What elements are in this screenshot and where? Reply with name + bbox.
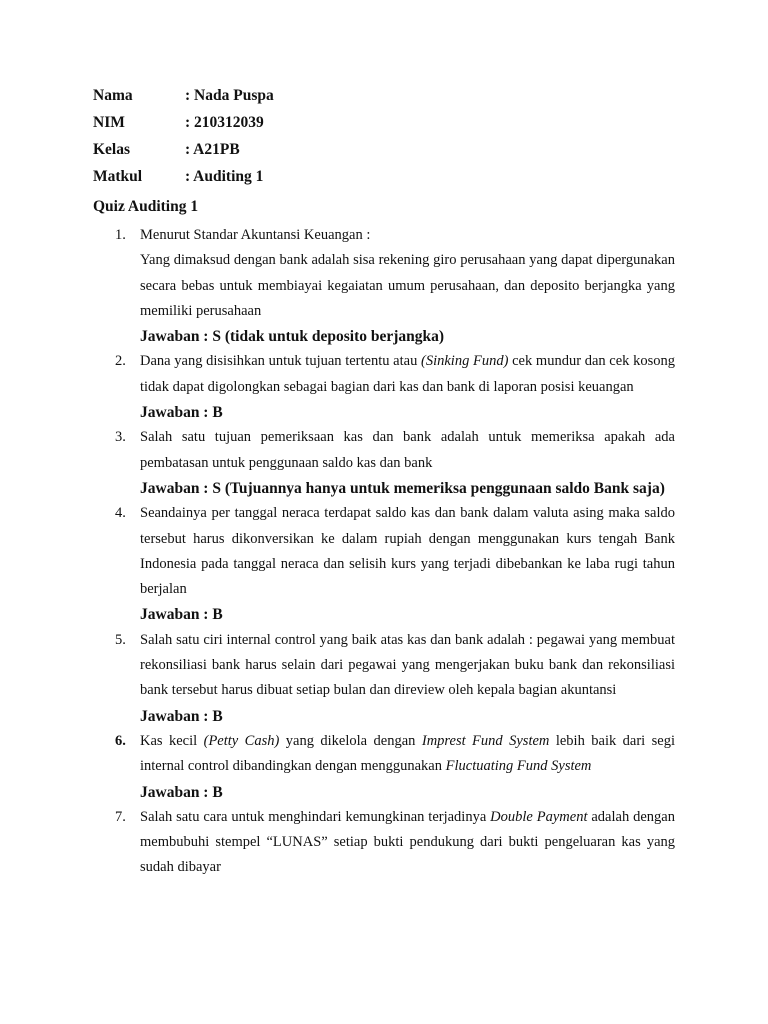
question-item — [115, 501, 675, 627]
answer-text: Jawaban : S (tidak untuk deposito berjangka) — [140, 328, 445, 346]
question-number: 1. — [115, 227, 126, 243]
answer-text: Jawaban : B — [140, 404, 223, 422]
question-text-segment: adalah dengan membubuhi stempel “LUNAS” setiap bukti pendukung dari bukti pengeluaran kas yang sudah dibayar — [140, 808, 675, 876]
question-number: 4. — [115, 505, 126, 522]
nim-label: NIM — [93, 114, 125, 131]
question-text — [140, 729, 675, 780]
nama-value: : Nada Puspa — [185, 87, 274, 104]
answer-text: Jawaban : B — [140, 606, 223, 624]
question-number: 5. — [115, 631, 126, 648]
question-text-segment: Kas kecil — [140, 732, 204, 749]
question-text-segment: yang dikelola dengan — [279, 732, 422, 749]
question-intro: Menurut Standar Akuntansi Keuangan : — [140, 227, 371, 243]
question-text: Salah satu tujuan pemeriksaan kas dan bank adalah untuk memeriksa apakah ada pembatasan untuk penggunaan saldo kas dan bank — [140, 429, 675, 471]
question-text-segment: cek mundur dan cek kosong tidak dapat digolongkan sebagai bagian dari kas dan bank di laporan posisi keuangan — [140, 353, 675, 395]
question-text: Seandainya per tanggal neraca terdapat saldo kas dan bank dalam valuta asing maka saldo tersebut harus dikonversikan ke dalam rupiah dengan menggunakan kurs tengah Bank Indonesia pada tanggal neraca dan selisih kurs yang terjadi dibebankan ke laba rugi tahun berjalan — [140, 505, 675, 598]
question-number: 6. — [115, 732, 126, 749]
question-term-italic: (Petty Cash) — [203, 732, 280, 749]
nim-value: : 210312039 — [185, 114, 264, 131]
question-term-italic: Double Payment — [490, 808, 588, 825]
question-term-italic: Fluctuating Fund System — [445, 758, 592, 775]
question-item — [115, 729, 676, 805]
question-text: Salah satu ciri internal control yang baik atas kas dan bank adalah : pegawai yang membuat rekonsiliasi bank harus selain dari pegawai yang mengerjakan buku bank dan rekonsiliasi bank tersebut harus dibuat setiap bulan dan direview oleh kepala bagian akuntansi — [140, 631, 675, 699]
question-item — [115, 425, 675, 501]
answer-text: Jawaban : S (Tujuannya hanya untuk memeriksa penggunaan saldo Bank saja) — [140, 479, 665, 497]
answer-text: Jawaban : B — [140, 707, 223, 725]
answer-text: Jawaban : B — [140, 783, 223, 801]
question-item — [115, 628, 675, 729]
question-text-segment: Salah satu cara untuk menghindari kemungkinan terjadinya — [140, 808, 491, 825]
question-text-segment: Dana yang disisihkan untuk tujuan tertentu atau — [140, 353, 422, 370]
question-item — [115, 349, 675, 425]
question-number: 7. — [115, 808, 126, 825]
question-term-italic: (Sinking Fund) — [421, 353, 509, 370]
kelas-label: Kelas — [93, 141, 131, 158]
question-term-italic: Imprest Fund System — [421, 732, 550, 749]
question-text — [140, 805, 675, 881]
kelas-value: : A21PB — [185, 141, 240, 158]
question-text — [140, 349, 675, 400]
quiz-title: Quiz Auditing 1 — [93, 198, 199, 215]
question-list — [115, 223, 676, 881]
question-number: 3. — [115, 429, 126, 446]
question-item — [115, 805, 675, 881]
question-text-segment: lebih baik dari segi internal control dibandingkan dengan menggunakan — [140, 732, 676, 775]
nama-label: Nama — [93, 87, 133, 104]
matkul-value: : Auditing 1 — [185, 168, 264, 185]
question-number: 2. — [115, 353, 126, 370]
question-item — [115, 223, 675, 349]
question-text: Yang dimaksud dengan bank adalah sisa rekening giro perusahaan yang dapat dipergunakan secara bebas untuk membiayai kegaiatan umum perusahaan, dan deposito berjangka yang memiliki perusahaan — [140, 252, 675, 319]
matkul-label: Matkul — [93, 168, 143, 185]
